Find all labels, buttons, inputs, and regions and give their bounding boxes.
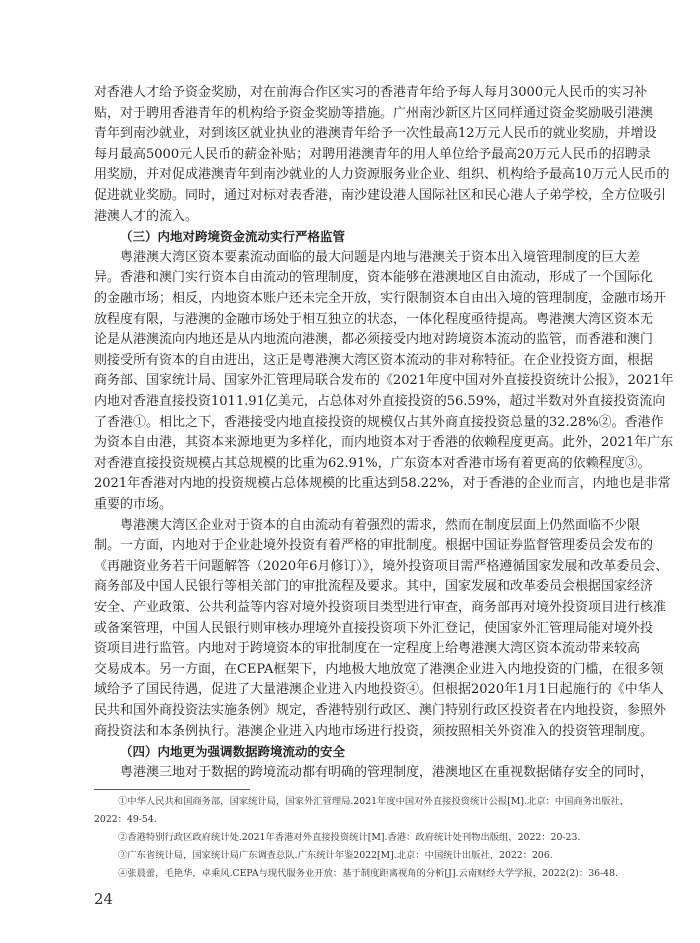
footnote: ④张晨蕾，毛艳华，卓乘风.CEPA与现代服务业开放：基于制度距离视角的分析[J].云南财经大学学报，2022(2)：36-48. (118, 868, 618, 879)
text-line: 民共和国外商投资法实施条例》规定，香港特别行政区、澳门特别行政区投资者在内地投资，参照外 (94, 703, 667, 718)
footnote: ③广东省统计局，国家统计局广东调查总队.广东统计年鉴2022[M].北京：中国统计出版社，2022：206. (118, 850, 553, 861)
text-line: 异。香港和澳门实行资本自由流动的管理制度，资本能够在港澳地区自由流动，形成了一个国际化 (94, 270, 654, 286)
text-line: 粤港澳三地对于数据的跨境流动都有明确的管理制度，港澳地区在重视数据储存安全的同时， (120, 764, 654, 780)
text-line: 商务部及中国人民银行等相关部门的审批流程及要求。其中，国家发展和改革委员会根据国家经济 (94, 579, 654, 595)
text-line: 商务部、国家统计局、国家外汇管理局联合发布的《2021年度中国对外直接投资统计公报》，2021年 (94, 373, 674, 389)
footnote-separator (94, 789, 250, 790)
footnote: ①中华人民共和国商务部，国家统计局，国家外汇管理局.2021年度中国对外直接投资统计公报[M].北京：中国商务出版社， (118, 796, 630, 807)
text-line: 2021年香港对内地的投资规模占总体规模的比重达到58.22%，对于香港的企业而言，内地也是非常 (94, 476, 671, 492)
text-line: 《再融资业务若干问题解答（2020年6月修订）》，境外投资项目需严格遵循国家发展和改革委员会、 (94, 558, 669, 574)
text-line: 每月最高5000元人民币的薪金补贴；对聘用港澳青年的用人单位给予最高20万元人民币的招聘录 (94, 146, 651, 162)
text-line: 放程度有限，与港澳的金融市场处于相互独立的状态，一体化程度亟待提高。粤港澳大湾区资本无 (94, 311, 654, 327)
text-line: 内地对香港直接投资1011.91亿美元，占总体对外直接投资的56.59%，超过半数对外直接投资流向 (94, 394, 666, 409)
text-line: 粤港澳大湾区资本要素流动面临的最大问题是内地与港澳关于资本出入境管理制度的巨大差 (120, 249, 641, 265)
text-line: 重要的市场。 (94, 497, 173, 512)
text-line: 交易成本。另一方面，在CEPA框架下，内地极大地放宽了港澳企业进入内地投资的门槛，在很多领 (94, 661, 664, 677)
section-heading: （三）内地对跨境资金流动实行严格监管 (120, 229, 346, 245)
text-line: 对香港人才给予资金奖励，对在前海合作区实习的香港青年给予每人每月3000元人民币的实习补 (94, 85, 648, 100)
text-line: 港澳人才的流入。 (94, 208, 199, 224)
text-line: 安全、产业政策、公共利益等内容对境外投资项目类型进行审查，商务部再对境外投资项目进行核准 (94, 600, 667, 615)
text-line: 论是从港澳流向内地还是从内地流向港澳，都必须接受内地对跨境资本流动的监管，而香港和澳门 (94, 332, 654, 348)
text-line: 商投资法和本条例执行。港澳企业进入内地市场进行投资，须按照相关外资准入的投资管理制度。 (94, 723, 654, 739)
footnote: ②香港特别行政区政府统计处.2021年香港对外直接投资统计[M].香港：政府统计处刊物出版组，2022：20-23. (118, 832, 581, 843)
text-line: 用奖励，并对促成港澳青年到南沙就业的人力资源服务业企业、组织、机构给予最高10万元人民币的 (94, 167, 670, 183)
text-line: 青年到南沙就业，对到该区就业执业的港澳青年给予一次性最高12万元人民币的就业奖励，并增设 (94, 126, 657, 142)
text-line: 则接受所有资本的自由进出，这正是粤港澳大湾区资本流动的非对称特征。在企业投资方面，根据 (94, 352, 654, 368)
text-line: 粤港澳大湾区企业对于资本的自由流动有着强烈的需求，然而在制度层面上仍然面临不少限 (120, 517, 641, 533)
text-line: 资项目进行监管。内地对于跨境资本的审批制度在一定程度上给粤港澳大湾区资本流动带来较高 (94, 641, 641, 657)
section-heading: （四）内地更为强调数据跨境流动的安全 (120, 744, 346, 760)
text-line: 域给予了国民待遇，促进了大量港澳企业进入内地投资④。但根据2020年1月1日起施行的《中华人 (94, 682, 664, 698)
text-line: 对香港直接投资规模占其总规模的比重为62.91%，广东资本对香港市场有着更高的依赖程度③。 (94, 455, 651, 471)
text-line: 为资本自由港，其资本来源地更为多样化，而内地资本对于香港的依赖程度更高。此外，2021年广东 (94, 435, 674, 451)
text-line: 或备案管理，中国人民银行则审核办理境外直接投资项下外汇登记，使国家外汇管理局能对境外投 (94, 620, 654, 636)
footnote: 2022：49-54. (94, 814, 157, 825)
text-line: 了香港①。相比之下，香港接受内地直接投资的规模仅占其外商直接投资总量的32.28%②。香港作 (94, 414, 664, 430)
text-line: 贴，对于聘用香港青年的机构给予资金奖励等措施。广州南沙新区片区同样通过资金奖励吸引港澳 (94, 105, 654, 121)
text-line: 促进就业奖励。同时，通过对标对表香港，南沙建设港人国际社区和民心港人子弟学校，全方位吸引 (94, 188, 667, 203)
text-line: 制。一方面，内地对于企业赴境外投资有着严格的审批制度。根据中国证券监督管理委员会发布的 (94, 538, 654, 554)
page-number: 24 (94, 890, 114, 908)
text-line: 的金融市场；相反，内地资本账户还未完全开放，实行限制资本自由出入境的管理制度，金融市场开 (94, 291, 667, 306)
